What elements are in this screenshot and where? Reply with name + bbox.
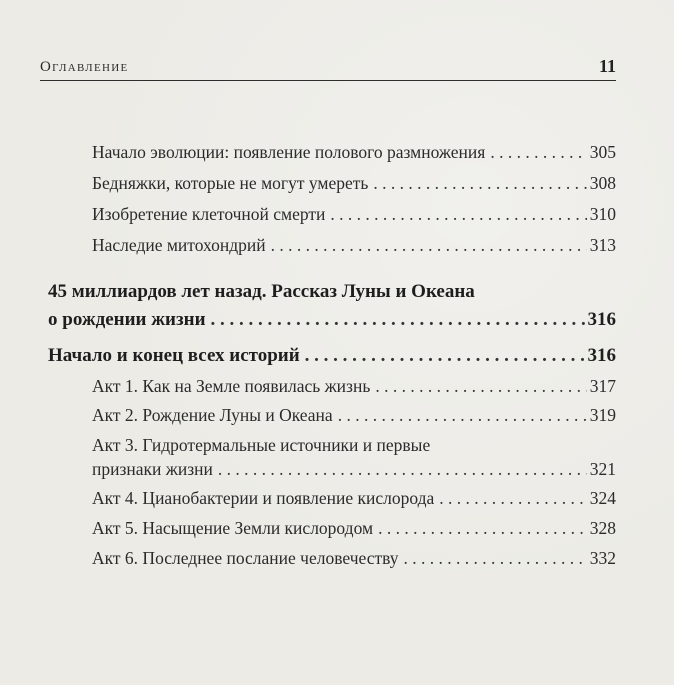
toc-entry-title: Начало и конец всех историй — [48, 345, 300, 366]
dot-leader — [373, 172, 586, 194]
toc-entry[interactable] — [92, 203, 616, 225]
toc-entry[interactable] — [92, 487, 616, 509]
toc-entry-page: 316 — [587, 309, 616, 330]
toc-entry-page: 308 — [589, 173, 616, 193]
toc-entry-page: 313 — [589, 235, 616, 255]
toc-entry-title-line1[interactable]: Акт 3. Гидротермальные источники и первые — [92, 435, 431, 455]
dot-leader — [375, 375, 586, 397]
toc-entry[interactable] — [92, 141, 616, 163]
toc-entry-page: 332 — [589, 548, 616, 568]
toc-entry-title: Акт 1. Как на Земле появилась жизнь — [92, 376, 371, 396]
toc-entry-page: 305 — [589, 142, 616, 162]
toc-chapter-entry[interactable] — [48, 309, 616, 331]
toc-entry-title: Акт 5. Насыщение Земли кислородом — [92, 518, 374, 538]
toc-entry[interactable] — [92, 234, 616, 256]
dot-leader — [211, 309, 585, 331]
toc-entry-page: 316 — [587, 345, 616, 366]
dot-leader — [338, 404, 587, 426]
dot-leader — [305, 345, 585, 367]
toc-entry[interactable] — [92, 375, 616, 397]
dot-leader — [490, 141, 586, 163]
page-number: 11 — [598, 56, 616, 76]
running-head — [40, 52, 616, 81]
toc-entry[interactable] — [92, 172, 616, 194]
toc-entry-title: Начало эволюции: появление полового размножения — [92, 142, 486, 162]
toc-entry-page: 317 — [589, 376, 616, 396]
toc-entry[interactable] — [92, 404, 616, 426]
toc-entry-title: Бедняжки, которые не могут умереть — [92, 173, 369, 193]
dot-leader — [271, 234, 587, 256]
dot-leader — [439, 487, 586, 509]
dot-leader — [330, 203, 586, 225]
toc-entry-title: Наследие митохондрий — [92, 235, 266, 255]
toc-entry-title: Акт 2. Рождение Луны и Океана — [92, 405, 333, 425]
dot-leader — [218, 458, 587, 480]
toc-section-entry[interactable] — [48, 345, 616, 367]
running-title: Оглавление — [40, 59, 129, 75]
toc-chapter-title-line1[interactable]: 45 миллиардов лет назад. Рассказ Луны и Океана — [48, 281, 475, 302]
toc-entry[interactable] — [92, 458, 616, 480]
toc-entry-title: Акт 6. Последнее послание человечеству — [92, 548, 399, 568]
toc-entry-title: Изобретение клеточной смерти — [92, 204, 326, 224]
toc-entry[interactable] — [92, 517, 616, 539]
toc-entry-title-line2: признаки жизни — [92, 459, 213, 479]
dot-leader — [378, 517, 587, 539]
toc-entry-page: 310 — [589, 204, 616, 224]
toc-entry-page: 328 — [589, 518, 616, 538]
toc-entry[interactable] — [92, 547, 616, 569]
toc-entry-page: 321 — [589, 459, 616, 479]
toc-entry-page: 319 — [589, 405, 616, 425]
toc-chapter-title-line2: о рождении жизни — [48, 309, 206, 330]
toc-entry-page: 324 — [589, 488, 616, 508]
dot-leader — [404, 547, 587, 569]
toc-entry-title: Акт 4. Цианобактерии и появление кислорода — [92, 488, 435, 508]
